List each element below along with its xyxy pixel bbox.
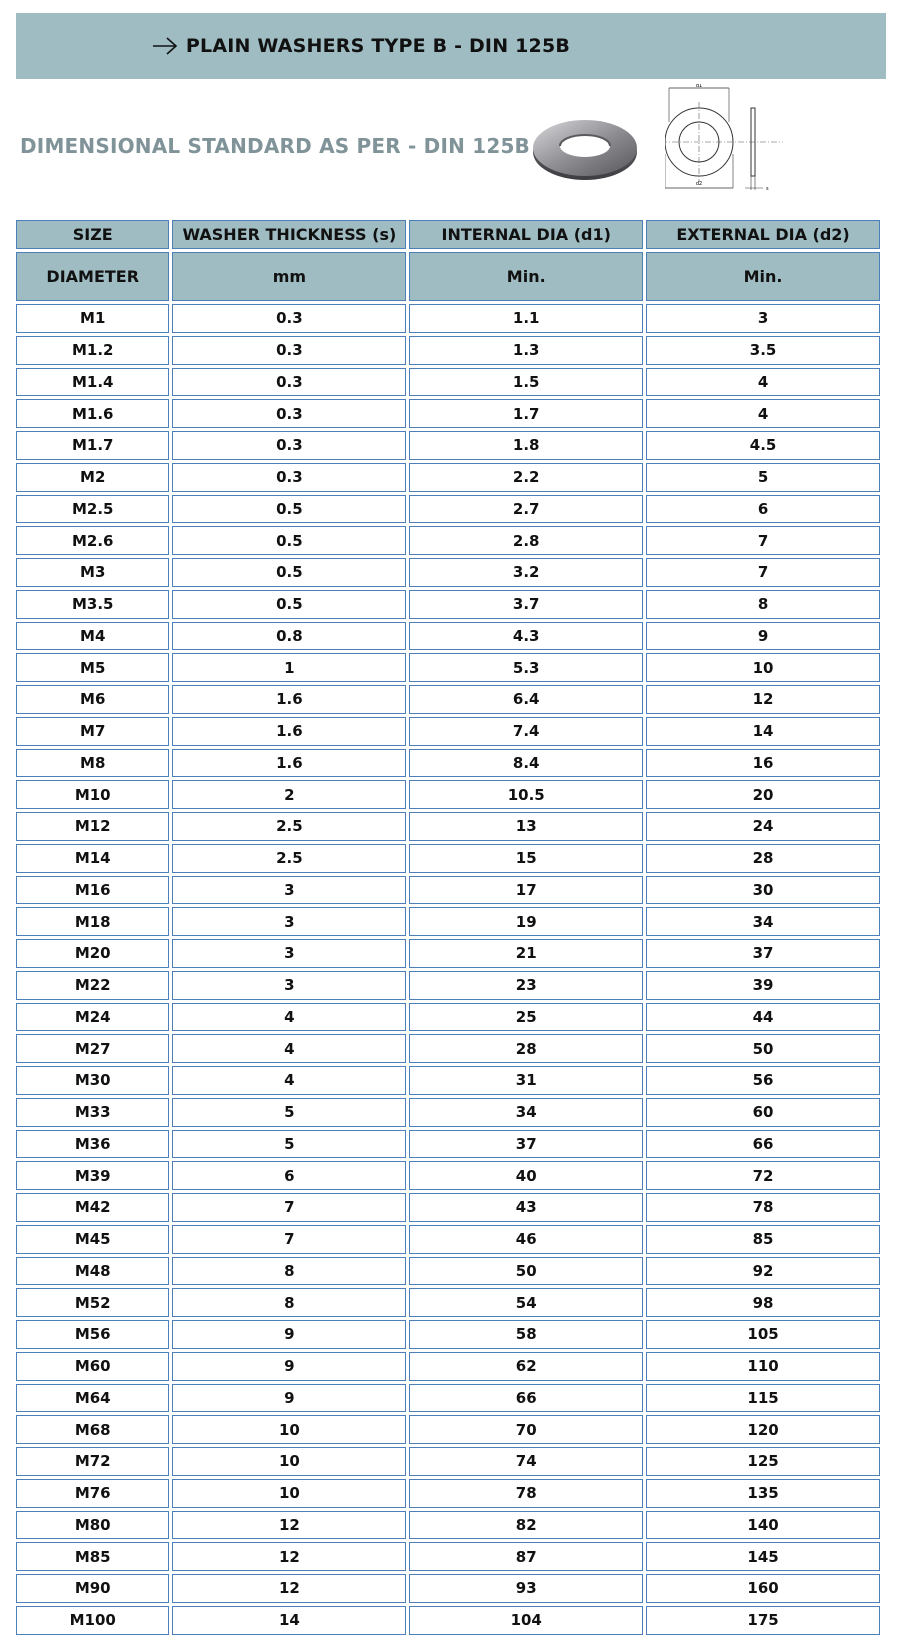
cell-external-dia: 135 (646, 1479, 880, 1508)
cell-internal-dia: 2.7 (409, 495, 643, 524)
cell-washer-thickness: 6 (172, 1161, 406, 1190)
cell-internal-dia: 62 (409, 1352, 643, 1381)
cell-size: M60 (16, 1352, 169, 1381)
table-row (16, 1003, 880, 1032)
table-row (16, 304, 880, 333)
table-row (16, 1415, 880, 1444)
cell-internal-dia: 46 (409, 1225, 643, 1254)
cell-size: M56 (16, 1320, 169, 1349)
cell-external-dia: 120 (646, 1415, 880, 1444)
cell-external-dia: 3.5 (646, 336, 880, 365)
cell-washer-thickness: 0.5 (172, 495, 406, 524)
cell-internal-dia: 19 (409, 907, 643, 936)
cell-external-dia: 14 (646, 717, 880, 746)
cell-external-dia: 85 (646, 1225, 880, 1254)
cell-internal-dia: 1.8 (409, 431, 643, 460)
cell-size: M4 (16, 622, 169, 651)
cell-size: M72 (16, 1447, 169, 1476)
cell-internal-dia: 1.3 (409, 336, 643, 365)
cell-size: M27 (16, 1034, 169, 1063)
cell-external-dia: 160 (646, 1574, 880, 1603)
cell-washer-thickness: 12 (172, 1511, 406, 1540)
cell-external-dia: 9 (646, 622, 880, 651)
table-body (16, 304, 880, 1635)
table-row (16, 590, 880, 619)
cell-size: M30 (16, 1066, 169, 1095)
cell-internal-dia: 50 (409, 1257, 643, 1286)
washer-photo-icon (530, 112, 640, 184)
cell-size: M3.5 (16, 590, 169, 619)
cell-size: M2.6 (16, 526, 169, 555)
cell-external-dia: 8 (646, 590, 880, 619)
cell-external-dia: 4 (646, 399, 880, 428)
cell-washer-thickness: 14 (172, 1606, 406, 1635)
cell-external-dia: 115 (646, 1384, 880, 1413)
cell-internal-dia: 4.3 (409, 622, 643, 651)
cell-size: M5 (16, 653, 169, 682)
cell-external-dia: 56 (646, 1066, 880, 1095)
table-row (16, 1542, 880, 1571)
cell-internal-dia: 82 (409, 1511, 643, 1540)
cell-size: M48 (16, 1257, 169, 1286)
table-row (16, 399, 880, 428)
cell-external-dia: 140 (646, 1511, 880, 1540)
standard-subtitle: DIMENSIONAL STANDARD AS PER - DIN 125B (20, 134, 531, 158)
cell-size: M24 (16, 1003, 169, 1032)
table-row (16, 876, 880, 905)
cell-size: M8 (16, 749, 169, 778)
arrow-right-icon (152, 36, 178, 56)
cell-external-dia: 3 (646, 304, 880, 333)
table-row (16, 1606, 880, 1635)
cell-washer-thickness: 0.3 (172, 304, 406, 333)
table-row (16, 653, 880, 682)
cell-washer-thickness: 0.5 (172, 590, 406, 619)
cell-internal-dia: 58 (409, 1320, 643, 1349)
table-row (16, 336, 880, 365)
cell-washer-thickness: 9 (172, 1320, 406, 1349)
table-row (16, 526, 880, 555)
cell-size: M6 (16, 685, 169, 714)
table-row (16, 939, 880, 968)
cell-internal-dia: 6.4 (409, 685, 643, 714)
cell-washer-thickness: 8 (172, 1257, 406, 1286)
cell-internal-dia: 104 (409, 1606, 643, 1635)
cell-washer-thickness: 9 (172, 1352, 406, 1381)
cell-washer-thickness: 3 (172, 971, 406, 1000)
cell-external-dia: 92 (646, 1257, 880, 1286)
cell-internal-dia: 54 (409, 1288, 643, 1317)
cell-internal-dia: 23 (409, 971, 643, 1000)
table-row (16, 1288, 880, 1317)
cell-washer-thickness: 0.3 (172, 336, 406, 365)
cell-size: M18 (16, 907, 169, 936)
cell-external-dia: 145 (646, 1542, 880, 1571)
table-row (16, 1511, 880, 1540)
cell-washer-thickness: 0.3 (172, 399, 406, 428)
cell-size: M1.2 (16, 336, 169, 365)
cell-internal-dia: 1.5 (409, 368, 643, 397)
cell-washer-thickness: 1.6 (172, 749, 406, 778)
cell-size: M39 (16, 1161, 169, 1190)
table-row (16, 1352, 880, 1381)
cell-size: M16 (16, 876, 169, 905)
cell-washer-thickness: 10 (172, 1479, 406, 1508)
cell-internal-dia: 25 (409, 1003, 643, 1032)
table-row (16, 1479, 880, 1508)
cell-external-dia: 37 (646, 939, 880, 968)
cell-washer-thickness: 1 (172, 653, 406, 682)
cell-size: M1.4 (16, 368, 169, 397)
cell-external-dia: 125 (646, 1447, 880, 1476)
cell-size: M7 (16, 717, 169, 746)
table-row (16, 717, 880, 746)
cell-washer-thickness: 0.3 (172, 431, 406, 460)
table-row (16, 1225, 880, 1254)
cell-external-dia: 4.5 (646, 431, 880, 460)
page-title: PLAIN WASHERS TYPE B - DIN 125B (185, 35, 571, 57)
cell-size: M1.7 (16, 431, 169, 460)
cell-size: M3 (16, 558, 169, 587)
cell-size: M42 (16, 1193, 169, 1222)
cell-internal-dia: 87 (409, 1542, 643, 1571)
cell-washer-thickness: 3 (172, 876, 406, 905)
cell-internal-dia: 7.4 (409, 717, 643, 746)
cell-washer-thickness: 5 (172, 1130, 406, 1159)
cell-washer-thickness: 1.6 (172, 717, 406, 746)
table-row (16, 622, 880, 651)
cell-external-dia: 24 (646, 812, 880, 841)
cell-size: M45 (16, 1225, 169, 1254)
diagram-label-s: s (766, 186, 769, 192)
cell-washer-thickness: 0.8 (172, 622, 406, 651)
table-row (16, 463, 880, 492)
cell-internal-dia: 74 (409, 1447, 643, 1476)
cell-washer-thickness: 10 (172, 1447, 406, 1476)
cell-size: M52 (16, 1288, 169, 1317)
cell-washer-thickness: 9 (172, 1384, 406, 1413)
cell-internal-dia: 93 (409, 1574, 643, 1603)
cell-washer-thickness: 8 (172, 1288, 406, 1317)
cell-size: M14 (16, 844, 169, 873)
cell-size: M64 (16, 1384, 169, 1413)
cell-washer-thickness: 2.5 (172, 812, 406, 841)
table-row (16, 1161, 880, 1190)
cell-external-dia: 12 (646, 685, 880, 714)
table-row (16, 812, 880, 841)
cell-internal-dia: 66 (409, 1384, 643, 1413)
cell-washer-thickness: 1.6 (172, 685, 406, 714)
table-row (16, 907, 880, 936)
cell-size: M2.5 (16, 495, 169, 524)
cell-washer-thickness: 3 (172, 907, 406, 936)
table-row (16, 431, 880, 460)
washer-dimension-diagram (665, 84, 795, 202)
cell-internal-dia: 5.3 (409, 653, 643, 682)
cell-size: M10 (16, 780, 169, 809)
cell-external-dia: 7 (646, 526, 880, 555)
cell-external-dia: 28 (646, 844, 880, 873)
cell-size: M12 (16, 812, 169, 841)
cell-size: M100 (16, 1606, 169, 1635)
cell-internal-dia: 1.1 (409, 304, 643, 333)
cell-size: M22 (16, 971, 169, 1000)
table-row (16, 1066, 880, 1095)
cell-internal-dia: 21 (409, 939, 643, 968)
column-header-washer-thickness: WASHER THICKNESS (s) (172, 220, 406, 249)
cell-washer-thickness: 2.5 (172, 844, 406, 873)
cell-external-dia: 7 (646, 558, 880, 587)
cell-external-dia: 175 (646, 1606, 880, 1635)
banner-content (152, 35, 570, 57)
cell-washer-thickness: 0.3 (172, 368, 406, 397)
cell-external-dia: 44 (646, 1003, 880, 1032)
cell-internal-dia: 10.5 (409, 780, 643, 809)
cell-external-dia: 5 (646, 463, 880, 492)
cell-washer-thickness: 7 (172, 1225, 406, 1254)
table-row (16, 1384, 880, 1413)
cell-internal-dia: 15 (409, 844, 643, 873)
table-row (16, 1130, 880, 1159)
cell-washer-thickness: 3 (172, 939, 406, 968)
cell-external-dia: 6 (646, 495, 880, 524)
cell-size: M33 (16, 1098, 169, 1127)
cell-internal-dia: 17 (409, 876, 643, 905)
cell-internal-dia: 40 (409, 1161, 643, 1190)
cell-washer-thickness: 0.3 (172, 463, 406, 492)
cell-external-dia: 66 (646, 1130, 880, 1159)
title-banner (16, 13, 886, 79)
cell-internal-dia: 3.2 (409, 558, 643, 587)
column-subheader-external-dia: Min. (646, 252, 880, 301)
column-subheader-washer-thickness: mm (172, 252, 406, 301)
column-header-size: SIZE (16, 220, 169, 249)
column-subheader-size: DIAMETER (16, 252, 169, 301)
cell-washer-thickness: 12 (172, 1574, 406, 1603)
cell-size: M90 (16, 1574, 169, 1603)
cell-internal-dia: 31 (409, 1066, 643, 1095)
table-row (16, 685, 880, 714)
cell-external-dia: 98 (646, 1288, 880, 1317)
table-row (16, 780, 880, 809)
table-row (16, 844, 880, 873)
cell-external-dia: 30 (646, 876, 880, 905)
cell-internal-dia: 2.2 (409, 463, 643, 492)
cell-external-dia: 16 (646, 749, 880, 778)
table-row (16, 1320, 880, 1349)
cell-internal-dia: 2.8 (409, 526, 643, 555)
dimension-table-container (16, 217, 886, 1638)
cell-external-dia: 60 (646, 1098, 880, 1127)
cell-external-dia: 4 (646, 368, 880, 397)
cell-internal-dia: 70 (409, 1415, 643, 1444)
table-row (16, 1257, 880, 1286)
cell-external-dia: 50 (646, 1034, 880, 1063)
cell-external-dia: 78 (646, 1193, 880, 1222)
cell-external-dia: 105 (646, 1320, 880, 1349)
cell-washer-thickness: 4 (172, 1003, 406, 1032)
cell-external-dia: 72 (646, 1161, 880, 1190)
cell-internal-dia: 43 (409, 1193, 643, 1222)
cell-washer-thickness: 7 (172, 1193, 406, 1222)
cell-size: M76 (16, 1479, 169, 1508)
cell-size: M36 (16, 1130, 169, 1159)
cell-internal-dia: 78 (409, 1479, 643, 1508)
cell-internal-dia: 3.7 (409, 590, 643, 619)
cell-size: M68 (16, 1415, 169, 1444)
cell-size: M1 (16, 304, 169, 333)
table-row (16, 749, 880, 778)
column-header-internal-dia: INTERNAL DIA (d1) (409, 220, 643, 249)
cell-size: M80 (16, 1511, 169, 1540)
table-row (16, 1193, 880, 1222)
cell-internal-dia: 37 (409, 1130, 643, 1159)
cell-internal-dia: 8.4 (409, 749, 643, 778)
dimension-table (13, 217, 883, 1638)
cell-washer-thickness: 4 (172, 1066, 406, 1095)
diagram-label-d1: d1 (695, 84, 703, 89)
cell-size: M85 (16, 1542, 169, 1571)
table-row (16, 1447, 880, 1476)
cell-size: M1.6 (16, 399, 169, 428)
table-header-row (16, 220, 880, 249)
cell-washer-thickness: 2 (172, 780, 406, 809)
column-subheader-internal-dia: Min. (409, 252, 643, 301)
cell-external-dia: 20 (646, 780, 880, 809)
cell-size: M2 (16, 463, 169, 492)
cell-internal-dia: 28 (409, 1034, 643, 1063)
cell-external-dia: 34 (646, 907, 880, 936)
cell-external-dia: 110 (646, 1352, 880, 1381)
cell-washer-thickness: 10 (172, 1415, 406, 1444)
cell-internal-dia: 13 (409, 812, 643, 841)
cell-external-dia: 10 (646, 653, 880, 682)
cell-external-dia: 39 (646, 971, 880, 1000)
cell-washer-thickness: 4 (172, 1034, 406, 1063)
table-row (16, 1098, 880, 1127)
cell-washer-thickness: 0.5 (172, 558, 406, 587)
cell-size: M20 (16, 939, 169, 968)
table-row (16, 558, 880, 587)
diagram-label-d2: d2 (695, 181, 703, 187)
table-row (16, 971, 880, 1000)
cell-washer-thickness: 12 (172, 1542, 406, 1571)
cell-internal-dia: 1.7 (409, 399, 643, 428)
cell-washer-thickness: 0.5 (172, 526, 406, 555)
column-header-external-dia: EXTERNAL DIA (d2) (646, 220, 880, 249)
table-row (16, 1574, 880, 1603)
table-row (16, 368, 880, 397)
table-subheader-row (16, 252, 880, 301)
table-row (16, 495, 880, 524)
table-row (16, 1034, 880, 1063)
cell-washer-thickness: 5 (172, 1098, 406, 1127)
cell-internal-dia: 34 (409, 1098, 643, 1127)
